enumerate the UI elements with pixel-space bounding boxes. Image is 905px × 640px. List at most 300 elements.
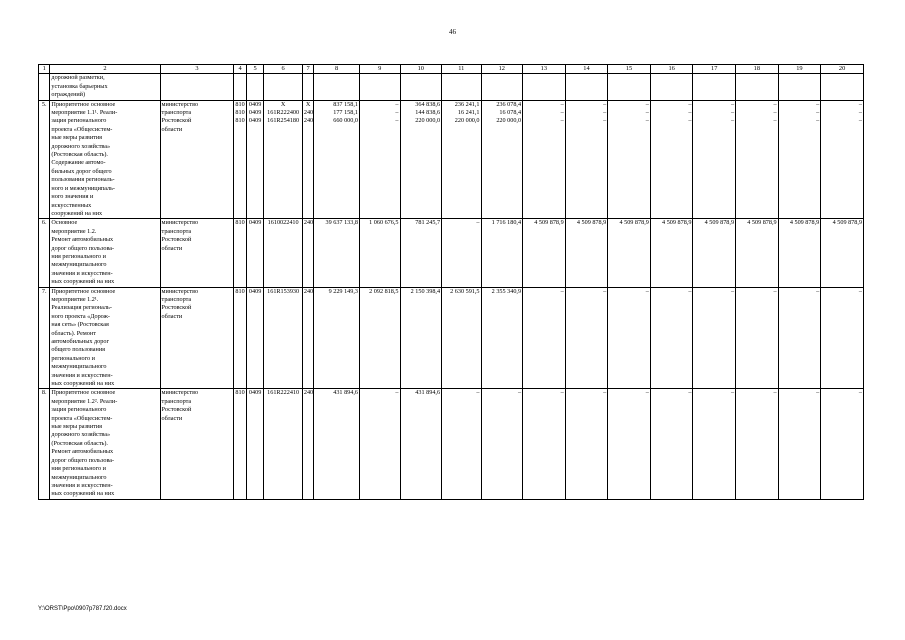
executor-line: транспорта: [161, 295, 192, 303]
value-cell: [234, 389, 246, 499]
value-cell: [608, 219, 651, 287]
value-line: 0409: [248, 219, 262, 227]
value-line: –: [603, 100, 607, 108]
value-line: 4 509 878,9: [704, 219, 735, 227]
value-line: –: [858, 389, 862, 397]
column-number: 16: [650, 65, 693, 74]
name-line: бильных дорог общего: [51, 167, 112, 175]
value-line: –: [773, 287, 777, 295]
value-cell: [608, 100, 651, 219]
name-line: (Ростовская область).: [51, 151, 108, 159]
value-cell: [565, 389, 608, 499]
name-line: Содержание автомо-: [51, 159, 106, 167]
value-cell: [523, 100, 566, 219]
activity-name-cell: [50, 219, 160, 287]
column-number: 19: [778, 65, 821, 74]
value-line: –: [816, 109, 820, 117]
name-line: дорожной разметки,: [51, 74, 105, 82]
value-cell: [481, 287, 523, 389]
value-line: –: [603, 287, 607, 295]
value-line: 4 509 878,9: [534, 219, 564, 227]
executor-line: министерство: [161, 219, 199, 227]
executor-line: транспорта: [161, 397, 192, 405]
value-line: 660 000,0: [333, 117, 358, 125]
name-line: Ремонт автомобильных: [51, 448, 114, 456]
value-cell: [693, 287, 736, 389]
value-line: –: [773, 389, 777, 397]
value-line: 4 509 878,9: [662, 219, 692, 227]
name-line: мероприятие 1.2.: [51, 227, 97, 235]
value-cell: [523, 219, 566, 287]
value-cell: [442, 100, 481, 219]
value-line: Х: [305, 100, 311, 108]
column-number: 5: [246, 65, 264, 74]
empty-cell: [314, 74, 360, 100]
executor-line: Ростовской: [161, 406, 192, 414]
value-line: 1 060 676,5: [369, 219, 399, 227]
column-number-row: [39, 65, 864, 74]
row-number: [39, 389, 50, 499]
name-line: (Ростовская область).: [51, 439, 108, 447]
column-number: 11: [442, 65, 481, 74]
name-line: Приоритетное основное: [51, 389, 116, 397]
value-cell: [608, 287, 651, 389]
value-cell: [650, 100, 693, 219]
value-cell: [565, 219, 608, 287]
empty-cell: [565, 74, 608, 100]
value-cell: [246, 287, 264, 389]
empty-cell: [481, 74, 523, 100]
column-number: 13: [523, 65, 566, 74]
row-number-text: 6.: [41, 219, 47, 227]
executor-line: министерство: [161, 100, 199, 108]
name-line: межмуниципального: [51, 261, 107, 269]
value-line: 220 000,0: [496, 117, 522, 125]
row-number: [39, 287, 50, 389]
empty-cell: [693, 74, 736, 100]
value-line: 240: [303, 117, 314, 125]
value-line: –: [645, 100, 649, 108]
value-line: 810: [235, 109, 245, 117]
value-line: –: [517, 389, 522, 397]
value-cell: [736, 100, 779, 219]
value-line: 1 716 180,4: [491, 219, 522, 227]
value-line: 0409: [248, 117, 262, 125]
page-number: 46: [449, 28, 456, 36]
empty-cell: [821, 74, 864, 100]
value-cell: [821, 389, 864, 499]
value-line: 364 838,6: [415, 100, 441, 108]
executor-line: Ростовской: [161, 236, 192, 244]
value-line: –: [730, 109, 735, 117]
row-number: [39, 219, 50, 287]
value-line: 810: [235, 389, 245, 397]
name-line: проекта «Общесистем-: [51, 125, 113, 133]
value-line: –: [730, 100, 735, 108]
name-line: значения и искусствен-: [51, 481, 113, 489]
value-line: 810: [235, 100, 245, 108]
name-line: значения и искусствен-: [51, 269, 113, 277]
value-line: –: [858, 109, 862, 117]
value-line: 161R222410: [267, 389, 300, 397]
value-line: –: [816, 117, 820, 125]
value-cell: [736, 219, 779, 287]
value-line: –: [560, 117, 564, 125]
name-line: пользования региональ-: [51, 176, 115, 184]
value-line: –: [773, 117, 777, 125]
empty-cell: [400, 74, 442, 100]
value-line: –: [603, 109, 607, 117]
executor-line: Ростовской: [161, 117, 192, 125]
value-cell: [565, 287, 608, 389]
row-number: [39, 100, 50, 219]
value-line: 161R153930: [267, 287, 300, 295]
value-line: –: [773, 109, 777, 117]
value-line: 837 158,1: [333, 100, 358, 108]
name-line: значения и искусствен-: [51, 371, 113, 379]
executor-line: транспорта: [161, 109, 192, 117]
name-line: ные меры развития: [51, 423, 103, 431]
column-number: 7: [302, 65, 313, 74]
executor-line: области: [161, 244, 183, 252]
value-line: Х: [280, 100, 286, 108]
value-cell: [234, 219, 246, 287]
value-line: –: [858, 100, 862, 108]
value-cell: [821, 287, 864, 389]
column-number: 6: [264, 65, 302, 74]
value-line: 431 894,6: [415, 389, 441, 397]
value-line: 781 245,7: [415, 219, 441, 227]
value-cell: [523, 287, 566, 389]
empty-cell: [246, 74, 264, 100]
name-line: дорожного хозяйства»: [51, 431, 111, 439]
executor-line: министерство: [161, 389, 199, 397]
name-line: регионального и: [51, 354, 95, 362]
value-line: 810: [235, 117, 245, 125]
value-line: 236 241,1: [454, 100, 480, 108]
value-line: 4 509 878,9: [789, 219, 820, 227]
empty-cell: [442, 74, 481, 100]
value-cell: [264, 287, 302, 389]
value-line: 144 838,6: [415, 109, 441, 117]
column-number: 2: [50, 65, 160, 74]
value-line: 2 150 398,4: [410, 287, 441, 295]
value-line: 4 509 878,9: [832, 219, 862, 227]
value-cell: [821, 219, 864, 287]
value-line: –: [560, 100, 564, 108]
column-number: 12: [481, 65, 523, 74]
activity-name-cell: [50, 287, 160, 389]
value-line: 431 894,6: [333, 389, 358, 397]
value-cell: [302, 219, 313, 287]
value-line: 177 158,1: [333, 109, 358, 117]
name-line: автомобильных дорог: [51, 338, 109, 345]
value-cell: [264, 100, 302, 219]
value-cell: [246, 219, 264, 287]
value-cell: [778, 287, 821, 389]
value-cell: [650, 287, 693, 389]
value-line: –: [395, 389, 399, 397]
name-line: мероприятие 1.1¹. Реали-: [51, 109, 118, 117]
value-line: 4 509 878,9: [619, 219, 649, 227]
value-line: –: [560, 389, 564, 397]
value-line: 0409: [248, 100, 262, 108]
value-cell: [650, 389, 693, 499]
value-cell: [608, 389, 651, 499]
value-cell: [442, 219, 481, 287]
row-number-text: 7.: [41, 287, 47, 295]
value-line: 2 630 591,5: [450, 287, 480, 295]
value-cell: [442, 287, 481, 389]
name-line: Основное: [51, 219, 78, 227]
value-cell: [565, 100, 608, 219]
empty-cell: [302, 74, 313, 100]
value-line: 0409: [248, 109, 262, 117]
name-line: общего пользования: [51, 346, 105, 354]
value-line: 4 509 878,9: [747, 219, 777, 227]
table-row: [39, 100, 864, 219]
value-line: 240: [303, 287, 314, 295]
column-number: 4: [234, 65, 246, 74]
name-line: ного и межмуниципаль-: [51, 184, 115, 192]
name-line: сооружений на них: [51, 209, 103, 217]
value-cell: [442, 389, 481, 499]
value-line: –: [688, 287, 692, 295]
value-cell: [302, 287, 313, 389]
value-cell: [693, 219, 736, 287]
value-line: 220 000,0: [454, 117, 480, 125]
value-line: 2 092 818,5: [369, 287, 399, 295]
value-line: 240: [303, 389, 314, 397]
executor-line: области: [161, 312, 183, 320]
name-line: установка барьерных: [51, 82, 108, 90]
value-line: –: [476, 219, 480, 227]
value-cell: [314, 389, 360, 499]
empty-cell: [608, 74, 651, 100]
column-number: 1: [39, 65, 50, 74]
value-line: 1610022410: [267, 219, 299, 227]
value-cell: [821, 100, 864, 219]
value-cell: [481, 100, 523, 219]
name-line: ния регионального и: [51, 465, 106, 473]
value-line: 2 355 340,9: [491, 287, 522, 295]
value-line: –: [730, 287, 735, 295]
value-cell: [400, 100, 442, 219]
value-line: –: [645, 389, 649, 397]
value-line: –: [645, 117, 649, 125]
file-path-footer: Y:\ORST\Ppo\0907p787.f20.docx: [38, 606, 127, 612]
executor-line: министерство: [161, 287, 199, 295]
name-line: мероприятие 1.2². Реали-: [51, 397, 118, 405]
name-line: зация регионального: [51, 406, 107, 414]
value-line: 39 637 133,8: [325, 219, 358, 227]
name-line: мероприятие 1.2¹.: [51, 295, 99, 303]
empty-cell: [523, 74, 566, 100]
column-number: 15: [608, 65, 651, 74]
executor-line: области: [161, 414, 183, 422]
value-cell: [302, 100, 313, 219]
value-cell: [778, 100, 821, 219]
empty-cell: [39, 74, 50, 100]
value-cell: [400, 389, 442, 499]
name-line: межмуниципального: [51, 363, 107, 371]
name-line: Реализация региональ-: [51, 304, 112, 312]
executor-line: Ростовской: [161, 304, 192, 312]
value-line: 236 078,4: [496, 100, 522, 108]
empty-cell: [160, 74, 234, 100]
value-cell: [736, 389, 779, 499]
value-line: 4 509 878,9: [576, 219, 607, 227]
value-line: –: [688, 100, 692, 108]
value-cell: [400, 287, 442, 389]
table-row: [39, 389, 864, 499]
table-row: [39, 219, 864, 287]
name-line: проекта «Общесистем-: [51, 414, 113, 422]
name-line: ные меры развития: [51, 134, 103, 142]
name-line: дорог общего пользова-: [51, 244, 115, 252]
name-line: ная сеть» (Ростовская: [51, 321, 109, 329]
value-cell: [650, 219, 693, 287]
value-line: –: [476, 389, 480, 397]
value-line: –: [816, 100, 820, 108]
value-line: 16 241,1: [457, 109, 480, 117]
value-line: –: [560, 287, 564, 295]
empty-cell: [234, 74, 246, 100]
value-line: 16 078,4: [499, 109, 522, 117]
empty-cell: [650, 74, 693, 100]
value-line: –: [688, 117, 692, 125]
activity-name-cell: [50, 389, 160, 499]
empty-cell: [778, 74, 821, 100]
value-line: –: [645, 287, 649, 295]
value-cell: [264, 389, 302, 499]
value-cell: [693, 389, 736, 499]
continuation-row: [39, 74, 864, 100]
name-line: зация регионального: [51, 117, 107, 125]
value-line: 161R254180: [267, 117, 300, 125]
name-line: Приоритетное основное: [51, 100, 116, 108]
column-number: 3: [160, 65, 234, 74]
executor-line: транспорта: [161, 227, 192, 235]
value-line: –: [773, 100, 777, 108]
empty-cell: [264, 74, 302, 100]
value-line: 0409: [248, 389, 262, 397]
value-cell: [359, 287, 400, 389]
name-line: искусственных: [51, 201, 92, 209]
row-number-text: 5.: [41, 100, 47, 108]
row-number-text: 8.: [41, 389, 47, 397]
value-cell: [246, 100, 264, 219]
value-cell: [736, 287, 779, 389]
value-cell: [481, 219, 523, 287]
name-line: межмуниципального: [51, 473, 107, 481]
executor-cell: [160, 389, 234, 499]
activity-name-cell: [50, 100, 160, 219]
column-number: 18: [736, 65, 779, 74]
column-number: 8: [314, 65, 360, 74]
name-line: ния регионального и: [51, 252, 106, 260]
executor-cell: [160, 287, 234, 389]
value-line: 161R222400: [267, 109, 300, 117]
name-line: ного значения и: [51, 193, 94, 201]
table-row: [39, 287, 864, 389]
value-line: –: [395, 109, 399, 117]
value-line: 810: [235, 287, 245, 295]
value-line: 810: [235, 219, 245, 227]
executor-line: области: [161, 125, 183, 133]
empty-cell: [359, 74, 400, 100]
name-line: ного проекта «Дорож-: [51, 312, 110, 320]
column-number: 9: [359, 65, 400, 74]
value-cell: [264, 219, 302, 287]
empty-cell: [736, 74, 779, 100]
name-line: ных сооружений на них: [51, 278, 115, 286]
value-line: –: [858, 287, 862, 295]
value-line: –: [603, 389, 607, 397]
value-line: –: [730, 389, 735, 397]
value-line: 240: [303, 219, 314, 227]
name-line: дорог общего пользова-: [51, 456, 115, 464]
column-number: 17: [693, 65, 736, 74]
value-line: –: [816, 287, 820, 295]
budget-table: [38, 64, 864, 500]
value-cell: [523, 389, 566, 499]
value-cell: [314, 219, 360, 287]
value-cell: [359, 219, 400, 287]
name-line: Ремонт автомобильных: [51, 236, 114, 244]
column-number: 14: [565, 65, 608, 74]
value-line: –: [395, 100, 399, 108]
value-line: –: [560, 109, 564, 117]
name-line: Приоритетное основное: [51, 287, 116, 295]
value-line: 220 000,0: [415, 117, 441, 125]
value-line: –: [688, 109, 692, 117]
value-cell: [778, 219, 821, 287]
continuation-name-cell: [50, 74, 160, 100]
column-number: 10: [400, 65, 442, 74]
value-line: 0409: [248, 287, 262, 295]
value-cell: [234, 287, 246, 389]
value-line: –: [816, 389, 820, 397]
value-line: –: [395, 117, 399, 125]
value-line: –: [688, 389, 692, 397]
value-line: 240: [303, 109, 314, 117]
name-line: область). Ремонт: [51, 329, 96, 337]
value-line: –: [645, 109, 649, 117]
column-number: 20: [821, 65, 864, 74]
value-cell: [314, 287, 360, 389]
value-cell: [246, 389, 264, 499]
value-line: –: [603, 117, 607, 125]
executor-cell: [160, 219, 234, 287]
value-line: –: [858, 117, 862, 125]
value-line: 9 229 149,3: [328, 287, 358, 295]
executor-cell: [160, 100, 234, 219]
value-cell: [481, 389, 523, 499]
name-line: ных сооружений на них: [51, 380, 115, 388]
name-line: ных сооружений на них: [51, 490, 115, 498]
value-cell: [400, 219, 442, 287]
value-cell: [359, 100, 400, 219]
value-cell: [314, 100, 360, 219]
value-cell: [693, 100, 736, 219]
value-line: –: [730, 117, 735, 125]
value-cell: [302, 389, 313, 499]
value-cell: [234, 100, 246, 219]
value-cell: [359, 389, 400, 499]
value-cell: [778, 389, 821, 499]
name-line: ограждений): [51, 91, 86, 99]
